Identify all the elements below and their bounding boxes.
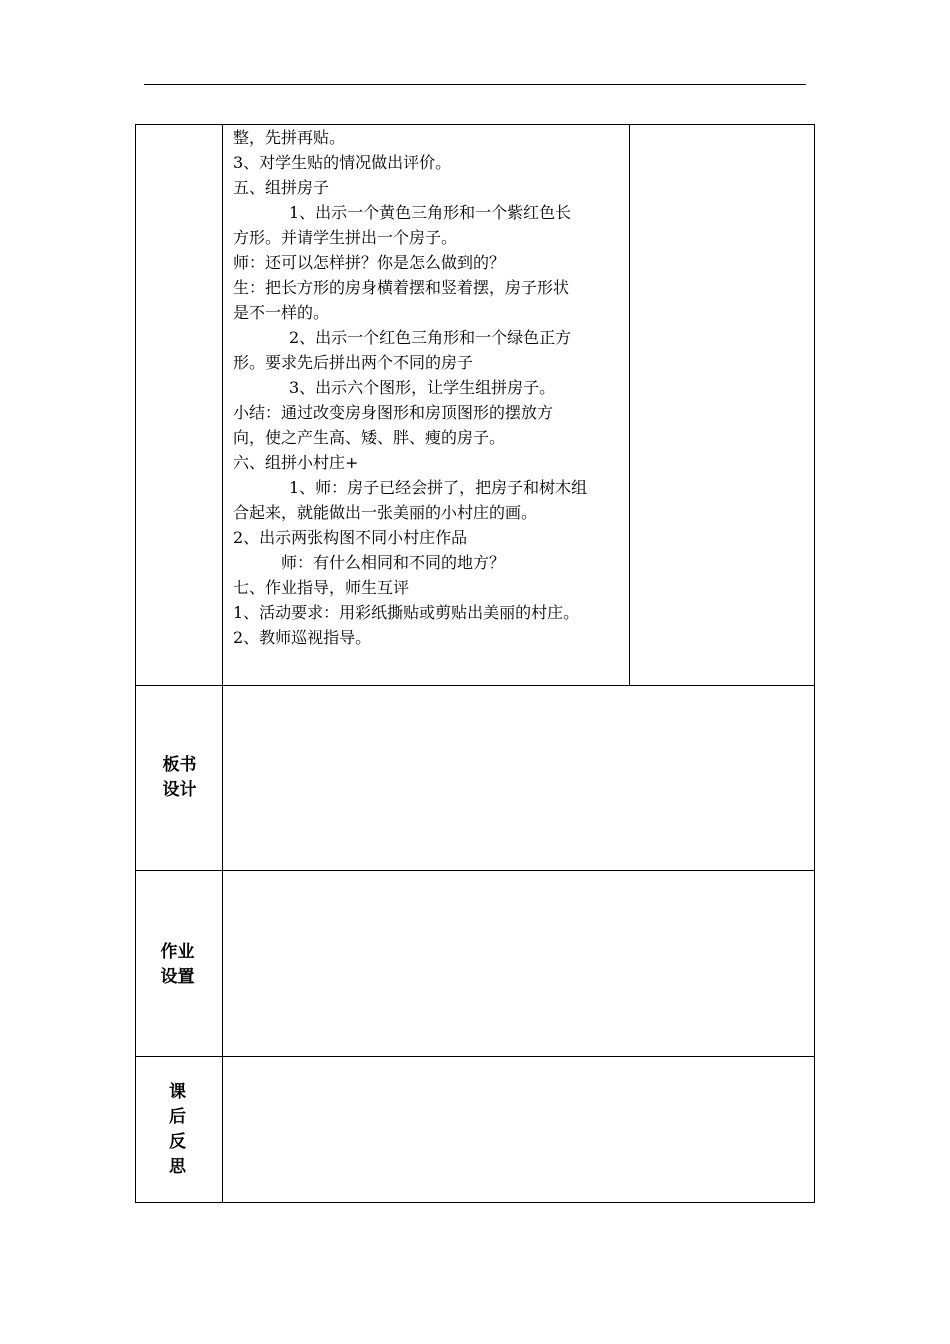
section-heading: 七、作业指导，师生互评 <box>233 578 410 597</box>
process-line: 小结：通过改变房身图形和房顶图形的摆放方 <box>233 403 554 422</box>
process-line: 2、教师巡视指导。 <box>233 628 372 647</box>
reflection-label: 课 后 反 思 <box>169 1082 186 1177</box>
process-line: 2、出示两张构图不同小村庄作品 <box>233 528 468 547</box>
process-line: 1、活动要求：用彩纸撕贴或剪贴出美丽的村庄。 <box>233 603 580 622</box>
remarks-cell <box>630 125 814 685</box>
teaching-process-content <box>233 125 625 650</box>
board-design-label: 板书 设计 <box>162 755 197 800</box>
header-rule <box>144 84 806 85</box>
process-line: 师：有什么相同和不同的地方？ <box>281 553 506 572</box>
process-line: 整，先拼再贴。 <box>233 128 346 147</box>
process-line: 1、师：房子已经会拼了，把房子和树木组 <box>289 478 588 497</box>
process-line: 形。要求先后拼出两个不同的房子 <box>233 353 474 372</box>
reflection-cell <box>223 1057 814 1202</box>
process-line: 1、出示一个黄色三角形和一个紫红色长 <box>289 203 572 222</box>
section-heading: 五、组拼房子 <box>233 178 330 197</box>
process-line: 向，使之产生高、矮、胖、瘦的房子。 <box>233 428 506 447</box>
process-line: 师：还可以怎样拼？你是怎么做到的？ <box>233 253 506 272</box>
process-line: 是不一样的。 <box>233 303 330 322</box>
process-line: 2、出示一个红色三角形和一个绿色正方 <box>289 328 572 347</box>
homework-cell <box>223 871 814 1056</box>
section-heading: 六、组拼小村庄+ <box>233 453 359 472</box>
process-line: 生：把长方形的房身横着摆和竖着摆，房子形状 <box>233 278 570 297</box>
process-line: 3、对学生贴的情况做出评价。 <box>233 153 452 172</box>
process-line: 方形。并请学生拼出一个房子。 <box>233 228 458 247</box>
board-design-cell <box>223 686 814 870</box>
homework-label: 作业 设置 <box>160 942 195 987</box>
process-line: 3、出示六个图形，让学生组拼房子。 <box>289 378 556 397</box>
process-line: 合起来，就能做出一张美丽的小村庄的画。 <box>233 503 538 522</box>
